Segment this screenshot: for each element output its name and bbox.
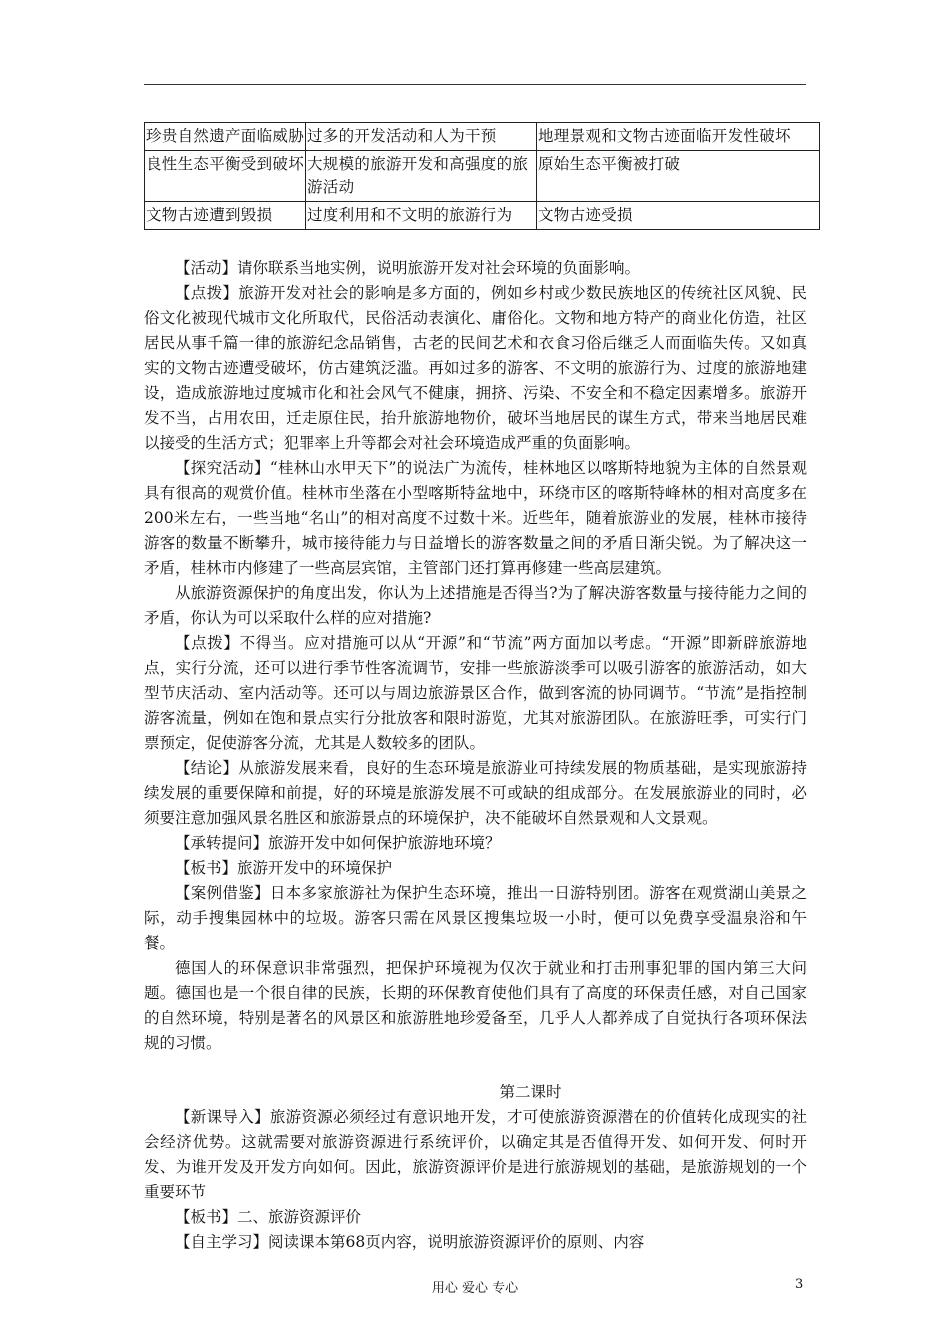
paragraph-transition: 【承转提问】旅游开发中如何保护旅游地环境？ <box>175 834 501 852</box>
paragraph-intro: 【新课导入】旅游资源必须经过有意识地开发，才可使旅游资源潜在的价值转化成现实的社会经济优势。这就需要对旅游资源进行系统评价，以确定其是否值得开发、如何开发、何时开发、为谁开发及开发方向如何。因此，旅游资源评价是进行旅游规划的基础，是旅游规划的一个重要环节 <box>144 1108 807 1201</box>
table-cell: 原始生态平衡被打破 <box>537 151 820 202</box>
lesson-title: 第二课时 <box>499 1083 562 1101</box>
paragraph-question: 从旅游资源保护的角度出发，你认为上述措施是否得当?为了解决游客数量与接待能力之间的矛盾，你认为可以采取什么样的应对措施? <box>144 584 807 627</box>
table-cell: 过度利用和不文明的旅游行为 <box>306 202 537 230</box>
table-cell: 文物古迹遭到毁损 <box>145 202 306 230</box>
paragraph-board: 【板书】旅游开发中的环境保护 <box>175 859 393 877</box>
table-row <box>145 151 820 202</box>
paragraph-conclusion: 【结论】从旅游发展来看，良好的生态环境是旅游业可持续发展的物质基础，是实现旅游持续发展的重要保障和前提，好的环境是旅游发展不可或缺的组成部分。在发展旅游业的同时，必须要注意加强风景名胜区和旅游景点的环境保护，决不能破坏自然景观和人文景观。 <box>144 759 807 827</box>
header-rule <box>144 84 806 85</box>
body-text <box>144 256 807 1255</box>
table-cell: 过多的开发活动和人为干预 <box>306 123 537 151</box>
paragraph-tip-2: 【点拨】不得当。应对措施可以从“开源”和“节流”两方面加以考虑。“开源”即新辟旅游地点，实行分流，还可以进行季节性客流调节，安排一些旅游淡季可以吸引游客的旅游活动，如大型节庆活动、室内活动等。还可以与周边旅游景区合作，做到客流的协同调节。“节流”是指控制游客流量，例如在饱和景点实行分批放客和限时游览，尤其对旅游团队。在旅游旺季，可实行门票预定，促使游客分流，尤其是人数较多的团队。 <box>144 634 807 752</box>
comparison-table <box>144 122 820 230</box>
paragraph-inquiry: 【探究活动】“桂林山水甲天下”的说法广为流传，桂林地区以喀斯特地貌为主体的自然景观具有很高的观赏价值。桂林市坐落在小型喀斯特盆地中，环绕市区的喀斯特峰林的相对高度多在200米左右，一些当地“名山”的相对高度不过数十米。近些年，随着旅游业的发展，桂林市接待游客的数量不断攀升，城市接待能力与日益增长的游客数量之间的矛盾日渐尖锐。为了解决这一矛盾，桂林市内修建了一些高层宾馆，主管部门还打算再修建一些高层建筑。 <box>144 459 807 577</box>
table-cell: 地理景观和文物古迹面临开发性破坏 <box>537 123 820 151</box>
page-footer: 用心 爱心 专心 <box>431 1281 519 1296</box>
paragraph-activity: 【活动】请你联系当地实例，说明旅游开发对社会环境的负面影响。 <box>175 259 641 277</box>
table-row <box>145 123 820 151</box>
paragraph-tip: 【点拨】旅游开发对社会的影响是多方面的，例如乡村或少数民族地区的传统社区风貌、民俗文化被现代城市文化所取代，民俗活动表演化、庸俗化。文物和地方特产的商业化仿造，社区居民从事千篇一律的旅游纪念品销售，古老的民间艺术和衣食习俗后继乏人而面临失传。又如真实的文物古迹遭受破坏，仿古建筑泛滥。再如过多的游客、不文明的旅游行为、过度的旅游地建设，造成旅游地过度城市化和社会风气不健康，拥挤、污染、不安全和不稳定因素增多。旅游开发不当，占用农田，迁走原住民，抬升旅游地物价，破坏当地居民的谋生方式，带来当地居民难以接受的生活方式；犯罪率上升等都会对社会环境造成严重的负面影响。 <box>144 284 807 452</box>
table-row <box>145 202 820 230</box>
paragraph-self-study: 【自主学习】阅读课本第68页内容，说明旅游资源评价的原则、内容 <box>175 1233 645 1251</box>
table-cell: 大规模的旅游开发和高强度的旅游活动 <box>306 151 537 202</box>
paragraph-board-2: 【板书】二、旅游资源评价 <box>175 1208 362 1226</box>
page-number: 3 <box>795 1277 804 1292</box>
table-cell: 珍贵自然遗产面临威胁 <box>145 123 306 151</box>
table-cell: 良性生态平衡受到破坏 <box>145 151 306 202</box>
table-cell: 文物古迹受损 <box>537 202 820 230</box>
paragraph-germany: 德国人的环保意识非常强烈，把保护环境视为仅次于就业和打击刑事犯罪的国内第三大问题。德国也是一个很自律的民族，长期的环保教育使他们具有了高度的环保责任感，对自己国家的自然环境，特别是著名的风景区和旅游胜地珍爱备至，几乎人人都养成了自觉执行各项环保法规的习惯。 <box>144 959 807 1052</box>
paragraph-case: 【案例借鉴】日本多家旅游社为保护生态环境，推出一日游特别团。游客在观赏湖山美景之际，动手搜集园林中的垃圾。游客只需在风景区搜集垃圾一小时，便可以免费享受温泉浴和午餐。 <box>144 884 807 952</box>
